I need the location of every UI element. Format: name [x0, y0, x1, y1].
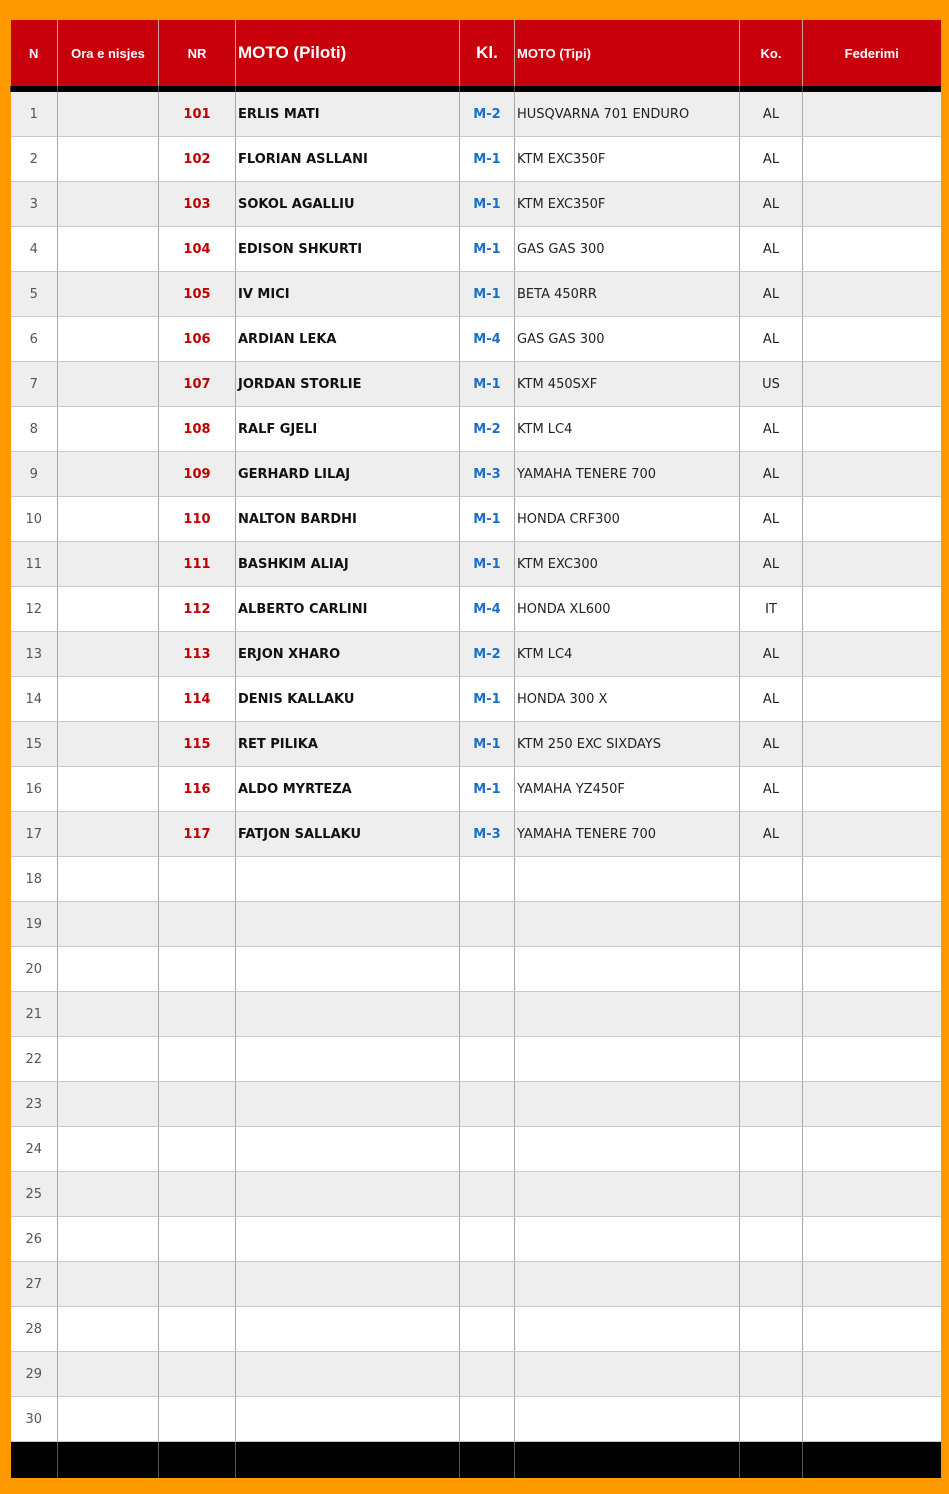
- cell-class: M-1: [460, 677, 515, 722]
- cell-federimi: [803, 1082, 941, 1127]
- cell-race-number: 111: [159, 542, 236, 587]
- cell-class: M-3: [460, 812, 515, 857]
- table-row[interactable]: [11, 362, 941, 407]
- cell-race-number: 116: [159, 767, 236, 812]
- cell-moto-type: BETA 450RR: [515, 272, 740, 317]
- cell-pilot-name: RET PILIKA: [236, 722, 460, 767]
- cell-n: 27: [11, 1262, 58, 1307]
- cell-start-time: [58, 227, 159, 272]
- cell-pilot-name: [236, 992, 460, 1037]
- cell-federimi: [803, 542, 941, 587]
- cell-n: 2: [11, 137, 58, 182]
- cell-class: M-1: [460, 272, 515, 317]
- cell-federimi: [803, 812, 941, 857]
- cell-start-time: [58, 317, 159, 362]
- cell-start-time: [58, 272, 159, 317]
- cell-federimi: [803, 92, 941, 137]
- cell-start-time: [58, 1172, 159, 1217]
- table-row[interactable]: [11, 1217, 941, 1262]
- cell-race-number: 112: [159, 587, 236, 632]
- cell-pilot-name: [236, 1037, 460, 1082]
- table-row[interactable]: [11, 1397, 941, 1442]
- cell-moto-type: [515, 992, 740, 1037]
- cell-start-time: [58, 1217, 159, 1262]
- cell-n: 13: [11, 632, 58, 677]
- cell-class: M-1: [460, 767, 515, 812]
- table-row[interactable]: [11, 227, 941, 272]
- cell-federimi: [803, 677, 941, 722]
- cell-n: 25: [11, 1172, 58, 1217]
- cell-moto-type: [515, 1082, 740, 1127]
- cell-race-number: 108: [159, 407, 236, 452]
- cell-pilot-name: [236, 1352, 460, 1397]
- cell-federimi: [803, 1307, 941, 1352]
- table-row[interactable]: [11, 542, 941, 587]
- cell-n: 7: [11, 362, 58, 407]
- cell-start-time: [58, 857, 159, 902]
- cell-class: [460, 1397, 515, 1442]
- cell-n: 12: [11, 587, 58, 632]
- cell-country: [740, 902, 803, 947]
- cell-federimi: [803, 362, 941, 407]
- header-pilot[interactable]: MOTO (Piloti): [236, 20, 460, 86]
- cell-pilot-name: JORDAN STORLIE: [236, 362, 460, 407]
- cell-start-time: [58, 407, 159, 452]
- cell-moto-type: [515, 947, 740, 992]
- cell-n: 24: [11, 1127, 58, 1172]
- table-footer-bar: [11, 1442, 941, 1479]
- cell-country: US: [740, 362, 803, 407]
- cell-country: AL: [740, 722, 803, 767]
- cell-country: AL: [740, 92, 803, 137]
- cell-start-time: [58, 1082, 159, 1127]
- cell-moto-type: [515, 1262, 740, 1307]
- cell-n: 28: [11, 1307, 58, 1352]
- cell-n: 17: [11, 812, 58, 857]
- cell-country: AL: [740, 812, 803, 857]
- cell-race-number: [159, 1397, 236, 1442]
- cell-class: [460, 947, 515, 992]
- header-n[interactable]: N: [11, 20, 58, 86]
- table-row[interactable]: [11, 1307, 941, 1352]
- cell-class: M-1: [460, 497, 515, 542]
- cell-race-number: 107: [159, 362, 236, 407]
- table-row[interactable]: [11, 992, 941, 1037]
- cell-moto-type: [515, 857, 740, 902]
- table-row[interactable]: [11, 947, 941, 992]
- cell-class: M-2: [460, 92, 515, 137]
- cell-race-number: 115: [159, 722, 236, 767]
- cell-race-number: [159, 947, 236, 992]
- cell-n: 30: [11, 1397, 58, 1442]
- cell-start-time: [58, 947, 159, 992]
- cell-pilot-name: ERLIS MATI: [236, 92, 460, 137]
- cell-moto-type: [515, 1352, 740, 1397]
- header-moto-type[interactable]: MOTO (Tipi): [515, 20, 740, 86]
- cell-class: M-1: [460, 722, 515, 767]
- cell-race-number: 109: [159, 452, 236, 497]
- table-row[interactable]: [11, 767, 941, 812]
- table-row[interactable]: [11, 902, 941, 947]
- cell-start-time: [58, 632, 159, 677]
- cell-class: [460, 1262, 515, 1307]
- cell-class: [460, 1352, 515, 1397]
- cell-class: M-4: [460, 317, 515, 362]
- cell-moto-type: YAMAHA YZ450F: [515, 767, 740, 812]
- cell-moto-type: KTM LC4: [515, 407, 740, 452]
- table-row[interactable]: [11, 317, 941, 362]
- cell-n: 6: [11, 317, 58, 362]
- cell-pilot-name: [236, 1262, 460, 1307]
- cell-race-number: 110: [159, 497, 236, 542]
- cell-start-time: [58, 722, 159, 767]
- table-row[interactable]: [11, 137, 941, 182]
- cell-start-time: [58, 362, 159, 407]
- table-row[interactable]: [11, 1172, 941, 1217]
- cell-pilot-name: FATJON SALLAKU: [236, 812, 460, 857]
- cell-country: AL: [740, 767, 803, 812]
- cell-class: [460, 1037, 515, 1082]
- cell-moto-type: [515, 1172, 740, 1217]
- cell-federimi: [803, 497, 941, 542]
- cell-federimi: [803, 407, 941, 452]
- cell-country: AL: [740, 542, 803, 587]
- cell-class: [460, 1082, 515, 1127]
- cell-country: AL: [740, 632, 803, 677]
- cell-pilot-name: [236, 902, 460, 947]
- cell-start-time: [58, 767, 159, 812]
- cell-start-time: [58, 1397, 159, 1442]
- cell-moto-type: KTM 450SXF: [515, 362, 740, 407]
- table-row[interactable]: [11, 1127, 941, 1172]
- cell-race-number: [159, 857, 236, 902]
- cell-n: 26: [11, 1217, 58, 1262]
- top-strip: [10, 0, 940, 20]
- cell-class: M-2: [460, 407, 515, 452]
- cell-pilot-name: SOKOL AGALLIU: [236, 182, 460, 227]
- table-row[interactable]: [11, 812, 941, 857]
- table-row[interactable]: [11, 1037, 941, 1082]
- cell-start-time: [58, 1262, 159, 1307]
- cell-pilot-name: [236, 1172, 460, 1217]
- cell-class: M-1: [460, 182, 515, 227]
- cell-start-time: [58, 182, 159, 227]
- cell-country: AL: [740, 677, 803, 722]
- table-row[interactable]: [11, 857, 941, 902]
- cell-race-number: 117: [159, 812, 236, 857]
- cell-country: AL: [740, 407, 803, 452]
- cell-n: 22: [11, 1037, 58, 1082]
- cell-pilot-name: EDISON SHKURTI: [236, 227, 460, 272]
- cell-pilot-name: [236, 857, 460, 902]
- cell-start-time: [58, 1037, 159, 1082]
- cell-federimi: [803, 632, 941, 677]
- cell-class: M-2: [460, 632, 515, 677]
- cell-country: AL: [740, 227, 803, 272]
- cell-pilot-name: FLORIAN ASLLANI: [236, 137, 460, 182]
- cell-moto-type: YAMAHA TENERE 700: [515, 452, 740, 497]
- cell-country: AL: [740, 272, 803, 317]
- cell-country: AL: [740, 497, 803, 542]
- cell-n: 10: [11, 497, 58, 542]
- cell-federimi: [803, 722, 941, 767]
- cell-country: [740, 1217, 803, 1262]
- cell-federimi: [803, 227, 941, 272]
- cell-race-number: 106: [159, 317, 236, 362]
- cell-federimi: [803, 992, 941, 1037]
- cell-n: 18: [11, 857, 58, 902]
- cell-country: [740, 1082, 803, 1127]
- cell-federimi: [803, 587, 941, 632]
- cell-n: 29: [11, 1352, 58, 1397]
- cell-pilot-name: ARDIAN LEKA: [236, 317, 460, 362]
- cell-class: [460, 992, 515, 1037]
- cell-race-number: [159, 1037, 236, 1082]
- cell-race-number: [159, 1217, 236, 1262]
- cell-pilot-name: ALBERTO CARLINI: [236, 587, 460, 632]
- cell-pilot-name: GERHARD LILAJ: [236, 452, 460, 497]
- table-row[interactable]: [11, 632, 941, 677]
- cell-n: 14: [11, 677, 58, 722]
- cell-federimi: [803, 1352, 941, 1397]
- cell-moto-type: HONDA XL600: [515, 587, 740, 632]
- cell-pilot-name: ERJON XHARO: [236, 632, 460, 677]
- cell-n: 3: [11, 182, 58, 227]
- cell-country: [740, 1397, 803, 1442]
- cell-country: [740, 1037, 803, 1082]
- cell-n: 5: [11, 272, 58, 317]
- cell-start-time: [58, 1352, 159, 1397]
- cell-pilot-name: [236, 1127, 460, 1172]
- cell-federimi: [803, 1217, 941, 1262]
- cell-moto-type: KTM EXC350F: [515, 182, 740, 227]
- cell-race-number: 101: [159, 92, 236, 137]
- cell-race-number: [159, 902, 236, 947]
- cell-race-number: 104: [159, 227, 236, 272]
- cell-start-time: [58, 1307, 159, 1352]
- cell-start-time: [58, 992, 159, 1037]
- table-body: [11, 86, 941, 1442]
- cell-country: [740, 1172, 803, 1217]
- table-row[interactable]: [11, 407, 941, 452]
- cell-n: 20: [11, 947, 58, 992]
- cell-federimi: [803, 182, 941, 227]
- cell-country: AL: [740, 317, 803, 362]
- cell-federimi: [803, 272, 941, 317]
- cell-moto-type: HONDA 300 X: [515, 677, 740, 722]
- cell-federimi: [803, 1127, 941, 1172]
- cell-federimi: [803, 857, 941, 902]
- cell-start-time: [58, 812, 159, 857]
- cell-race-number: 102: [159, 137, 236, 182]
- cell-moto-type: YAMAHA TENERE 700: [515, 812, 740, 857]
- cell-class: M-1: [460, 542, 515, 587]
- cell-race-number: [159, 1352, 236, 1397]
- cell-start-time: [58, 677, 159, 722]
- cell-moto-type: [515, 1397, 740, 1442]
- cell-n: 4: [11, 227, 58, 272]
- cell-class: M-1: [460, 362, 515, 407]
- cell-federimi: [803, 767, 941, 812]
- table-row[interactable]: [11, 1352, 941, 1397]
- cell-start-time: [58, 137, 159, 182]
- cell-country: IT: [740, 587, 803, 632]
- cell-class: [460, 1307, 515, 1352]
- cell-class: [460, 902, 515, 947]
- cell-pilot-name: [236, 1082, 460, 1127]
- cell-race-number: [159, 1262, 236, 1307]
- cell-race-number: 103: [159, 182, 236, 227]
- start-list-table: [10, 20, 941, 1478]
- cell-start-time: [58, 497, 159, 542]
- cell-race-number: 113: [159, 632, 236, 677]
- cell-pilot-name: NALTON BARDHI: [236, 497, 460, 542]
- cell-country: AL: [740, 452, 803, 497]
- cell-n: 16: [11, 767, 58, 812]
- cell-race-number: [159, 1172, 236, 1217]
- cell-race-number: 114: [159, 677, 236, 722]
- table-row[interactable]: [11, 182, 941, 227]
- cell-country: [740, 1262, 803, 1307]
- cell-pilot-name: [236, 1307, 460, 1352]
- table-row[interactable]: [11, 452, 941, 497]
- table-row[interactable]: [11, 677, 941, 722]
- cell-n: 11: [11, 542, 58, 587]
- cell-pilot-name: [236, 947, 460, 992]
- cell-pilot-name: ALDO MYRTEZA: [236, 767, 460, 812]
- cell-race-number: [159, 992, 236, 1037]
- cell-start-time: [58, 452, 159, 497]
- table-row[interactable]: [11, 722, 941, 767]
- cell-n: 23: [11, 1082, 58, 1127]
- cell-pilot-name: [236, 1217, 460, 1262]
- cell-start-time: [58, 92, 159, 137]
- cell-pilot-name: IV MICI: [236, 272, 460, 317]
- cell-federimi: [803, 902, 941, 947]
- cell-class: M-3: [460, 452, 515, 497]
- cell-n: 9: [11, 452, 58, 497]
- cell-pilot-name: DENIS KALLAKU: [236, 677, 460, 722]
- cell-class: [460, 1127, 515, 1172]
- table-row[interactable]: [11, 1082, 941, 1127]
- cell-federimi: [803, 137, 941, 182]
- cell-class: [460, 1172, 515, 1217]
- cell-class: M-1: [460, 227, 515, 272]
- cell-moto-type: [515, 1307, 740, 1352]
- cell-country: [740, 1352, 803, 1397]
- cell-race-number: [159, 1127, 236, 1172]
- cell-moto-type: HONDA CRF300: [515, 497, 740, 542]
- cell-federimi: [803, 1262, 941, 1307]
- cell-moto-type: GAS GAS 300: [515, 317, 740, 362]
- cell-class: M-1: [460, 137, 515, 182]
- cell-start-time: [58, 587, 159, 632]
- header-country[interactable]: Ko.: [740, 20, 803, 86]
- cell-country: AL: [740, 182, 803, 227]
- cell-country: [740, 1127, 803, 1172]
- cell-race-number: [159, 1307, 236, 1352]
- cell-federimi: [803, 1172, 941, 1217]
- header-nr[interactable]: NR: [159, 20, 236, 86]
- cell-moto-type: HUSQVARNA 701 ENDURO: [515, 92, 740, 137]
- cell-federimi: [803, 452, 941, 497]
- cell-moto-type: [515, 1217, 740, 1262]
- table-header: [11, 20, 941, 86]
- cell-moto-type: KTM LC4: [515, 632, 740, 677]
- cell-class: M-4: [460, 587, 515, 632]
- header-class[interactable]: Kl.: [460, 20, 515, 86]
- cell-moto-type: [515, 1037, 740, 1082]
- cell-pilot-name: RALF GJELI: [236, 407, 460, 452]
- cell-race-number: [159, 1082, 236, 1127]
- cell-federimi: [803, 1397, 941, 1442]
- cell-class: [460, 1217, 515, 1262]
- cell-pilot-name: [236, 1397, 460, 1442]
- cell-moto-type: KTM EXC300: [515, 542, 740, 587]
- cell-class: [460, 857, 515, 902]
- cell-race-number: 105: [159, 272, 236, 317]
- cell-pilot-name: BASHKIM ALIAJ: [236, 542, 460, 587]
- cell-n: 21: [11, 992, 58, 1037]
- cell-federimi: [803, 317, 941, 362]
- cell-n: 15: [11, 722, 58, 767]
- cell-federimi: [803, 1037, 941, 1082]
- cell-country: [740, 857, 803, 902]
- cell-start-time: [58, 1127, 159, 1172]
- cell-n: 1: [11, 92, 58, 137]
- cell-country: [740, 1307, 803, 1352]
- cell-country: AL: [740, 137, 803, 182]
- cell-federimi: [803, 947, 941, 992]
- cell-country: [740, 992, 803, 1037]
- table-row[interactable]: [11, 587, 941, 632]
- cell-start-time: [58, 902, 159, 947]
- cell-moto-type: [515, 1127, 740, 1172]
- cell-n: 8: [11, 407, 58, 452]
- cell-country: [740, 947, 803, 992]
- table-row[interactable]: [11, 92, 941, 137]
- cell-moto-type: [515, 902, 740, 947]
- header-federimi[interactable]: Federimi: [803, 20, 941, 86]
- cell-moto-type: GAS GAS 300: [515, 227, 740, 272]
- header-ora-e-nisjes[interactable]: Ora e nisjes: [58, 20, 159, 86]
- cell-moto-type: KTM 250 EXC SIXDAYS: [515, 722, 740, 767]
- cell-moto-type: KTM EXC350F: [515, 137, 740, 182]
- table-row[interactable]: [11, 272, 941, 317]
- table-row[interactable]: [11, 1262, 941, 1307]
- cell-start-time: [58, 542, 159, 587]
- table-row[interactable]: [11, 497, 941, 542]
- cell-n: 19: [11, 902, 58, 947]
